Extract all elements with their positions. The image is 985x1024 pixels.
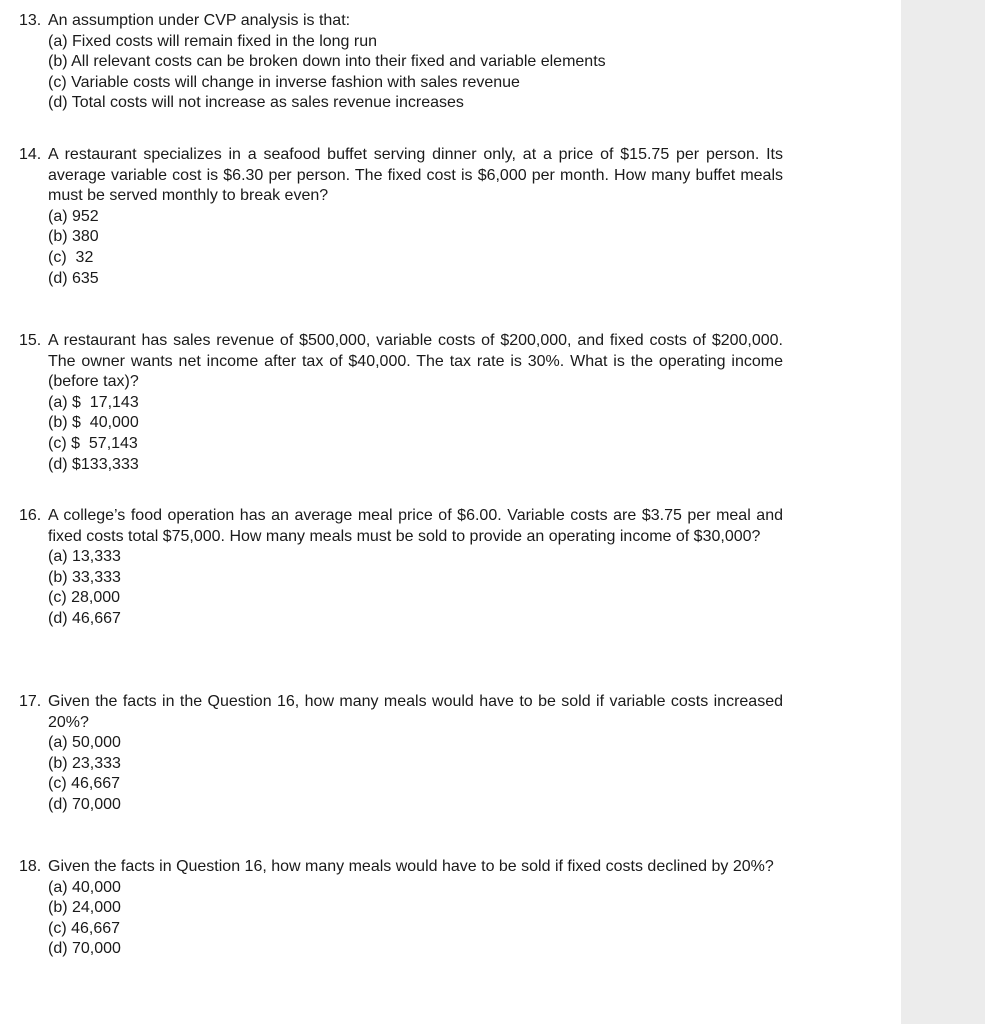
option-list: [19, 207, 783, 289]
option-d: (d) 46,667: [48, 609, 121, 627]
option-d: (d) $133,333: [48, 455, 139, 473]
question-text: Given the facts in the Question 16, how many meals would have to be sold if variable costs increased 20%?: [48, 693, 783, 731]
question-number: 13.: [19, 12, 42, 29]
question-text: A restaurant specializes in a seafood buffet serving dinner only, at a price of $15.75 per person. Its average variable cost is $6.30 per person. The fixed cost is $6,000 per month. How many buffet meals must be served monthly to break even?: [48, 146, 783, 205]
option-a: (a) 13,333: [48, 548, 121, 566]
viewer-margin: [901, 0, 985, 1024]
option-a: (a) $ 17,143: [48, 393, 139, 411]
option-b: (b) All relevant costs can be broken down into their fixed and variable elements: [48, 53, 606, 71]
option-c: (c) Variable costs will change in inverse fashion with sales revenue: [48, 73, 520, 91]
option-list: [19, 393, 783, 475]
question-15: [19, 331, 783, 475]
question-14: [19, 145, 783, 289]
option-b: (b) $ 40,000: [48, 414, 139, 432]
question-number: 18.: [19, 858, 42, 875]
question-number: 15.: [19, 332, 42, 349]
option-d: (d) 70,000: [48, 795, 121, 813]
option-b: (b) 33,333: [48, 568, 121, 586]
question-17: [19, 692, 783, 816]
option-d: (d) Total costs will not increase as sales revenue increases: [48, 94, 464, 112]
question-13: [19, 11, 783, 114]
question-16: [19, 506, 783, 630]
option-a: (a) 40,000: [48, 878, 121, 896]
option-d: (d) 70,000: [48, 940, 121, 958]
option-a: (a) 50,000: [48, 734, 121, 752]
question-18: [19, 857, 783, 960]
question-number: 16.: [19, 507, 42, 524]
question-text: A college’s food operation has an average meal price of $6.00. Variable costs are $3.75 per meal and fixed costs total $75,000. How many meals must be sold to provide an operating income of $30,000?: [48, 507, 783, 545]
question-text: Given the facts in Question 16, how many meals would have to be sold if fixed costs declined by 20%?: [48, 858, 774, 875]
option-c: (c) 32: [48, 248, 94, 266]
option-b: (b) 23,333: [48, 754, 121, 772]
question-number: 17.: [19, 693, 42, 710]
option-c: (c) $ 57,143: [48, 434, 138, 452]
option-list: [19, 878, 783, 960]
option-a: (a) Fixed costs will remain fixed in the long run: [48, 32, 378, 50]
question-text: A restaurant has sales revenue of $500,000, variable costs of $200,000, and fixed costs of $200,000. The owner wants net income after tax of $40,000. The tax rate is 30%. What is the operating income (before tax)?: [48, 332, 783, 391]
option-list: [19, 547, 783, 629]
option-c: (c) 46,667: [48, 775, 121, 793]
option-list: [19, 733, 783, 815]
option-a: (a) 952: [48, 207, 99, 225]
option-c: (c) 28,000: [48, 589, 121, 607]
option-c: (c) 46,667: [48, 919, 121, 937]
option-b: (b) 380: [48, 228, 99, 246]
question-number: 14.: [19, 146, 42, 163]
option-b: (b) 24,000: [48, 899, 121, 917]
option-list: [19, 32, 783, 114]
option-d: (d) 635: [48, 269, 99, 287]
question-text: An assumption under CVP analysis is that:: [48, 12, 351, 29]
